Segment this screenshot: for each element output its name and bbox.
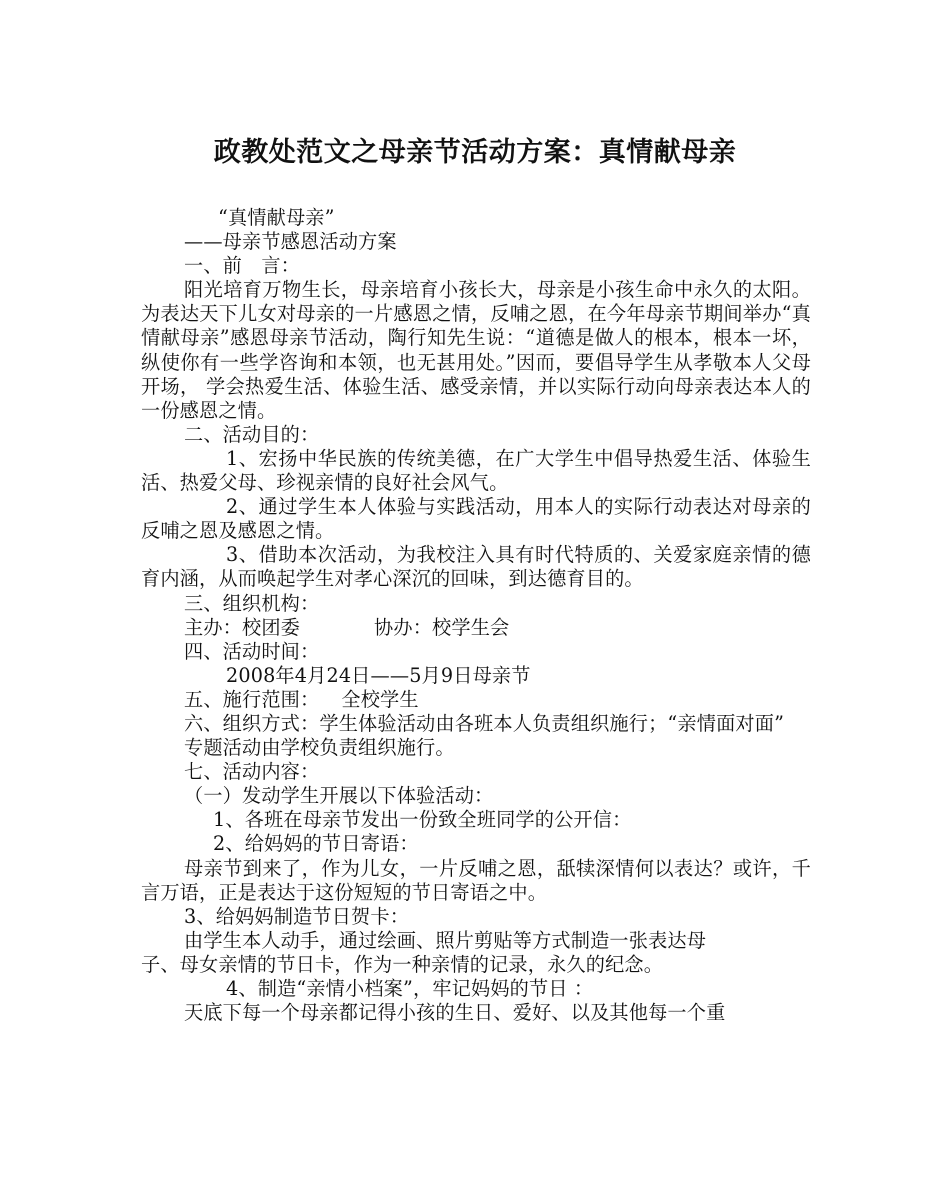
paragraph: 1、宏扬中华民族的传统美德，在广大学生中倡导热爱生活、体验生活、热爱父母、珍视亲情的良好社会风气。	[141, 446, 811, 495]
paragraph: 天底下每一个母亲都记得小孩的生日、爱好、以及其他每一个重	[184, 1001, 726, 1025]
paragraph: 六、组织方式：学生体验活动由各班本人负责组织施行；“亲情面对面”	[184, 711, 785, 735]
section-heading: 一、前 言：	[184, 254, 301, 278]
list-item: 2、给妈妈的节日寄语：	[213, 832, 419, 856]
section-heading: 四、活动时间：	[184, 639, 320, 663]
subtitle-quote: “真情献母亲”	[218, 206, 335, 229]
list-item: 4、制造“亲情小档案”，牢记妈妈的节日 ：	[226, 977, 594, 1000]
paragraph: 3、借助本次活动，为我校注入具有时代特质的、关爱家庭亲情的德育内涵，从而唤起学生对孝心深沉的回味，到达德育目的。	[141, 543, 811, 591]
organizer-co-host: 协办：校学生会	[374, 615, 510, 639]
date-line: 2008年4月24日——5月9日母亲节	[226, 663, 531, 687]
paragraph: 由学生本人动手，通过绘画、照片剪贴等方式制造一张表达母	[184, 928, 707, 952]
document-title: 政教处范文之母亲节活动方案：真情献母亲	[213, 137, 737, 168]
section-heading: 五、施行范围：	[184, 687, 320, 711]
paragraph: 阳光培育万物生长，母亲培育小孩长大，母亲是小孩生命中永久的太阳。为表达天下儿女对母亲的一片感恩之情，反哺之恩，在今年母亲节期间举办“真情献母亲”感恩母亲节活动，陶行知先生说：“道德是做人的根本，根本一坏，纵使你有一些学咨询和本领，也无甚用处。”因而，要倡导学生从孝敬本人父母开场， 学会热爱生活、体验生活、感受亲情，并以实际行动向母亲表达本人的一份感恩之情。	[141, 278, 811, 422]
organizer-host: 主办：校团委	[184, 615, 301, 639]
subtitle: ——母亲节感恩活动方案	[184, 230, 397, 254]
paragraph: 2、通过学生本人体验与实践活动，用本人的实际行动表达对母亲的反哺之恩及感恩之情。	[141, 495, 811, 543]
section-heading: 三、组织机构：	[184, 591, 320, 615]
scope-value: 全校学生	[341, 687, 419, 711]
list-item: 1、各班在母亲节发出一份致全班同学的公开信：	[213, 808, 632, 832]
subsection-heading: （一）发动学生开展以下体验活动：	[184, 784, 494, 808]
section-heading: 二、活动目的：	[184, 422, 320, 446]
paragraph: 子、母女亲情的节日卡，作为一种亲情的记录，永久的纪念。	[141, 952, 664, 976]
section-heading: 七、活动内容：	[184, 760, 320, 784]
paragraph: 专题活动由学校负责组织施行。	[184, 736, 455, 760]
list-item: 3、给妈妈制造节日贺卡：	[184, 904, 410, 928]
organizer-line	[141, 616, 811, 640]
document-body	[141, 206, 811, 1025]
scope-line	[141, 688, 811, 712]
paragraph: 母亲节到来了，作为儿女，一片反哺之恩，舐犊深情何以表达？或许，千言万语，正是表达于这份短短的节日寄语之中。	[141, 856, 811, 904]
